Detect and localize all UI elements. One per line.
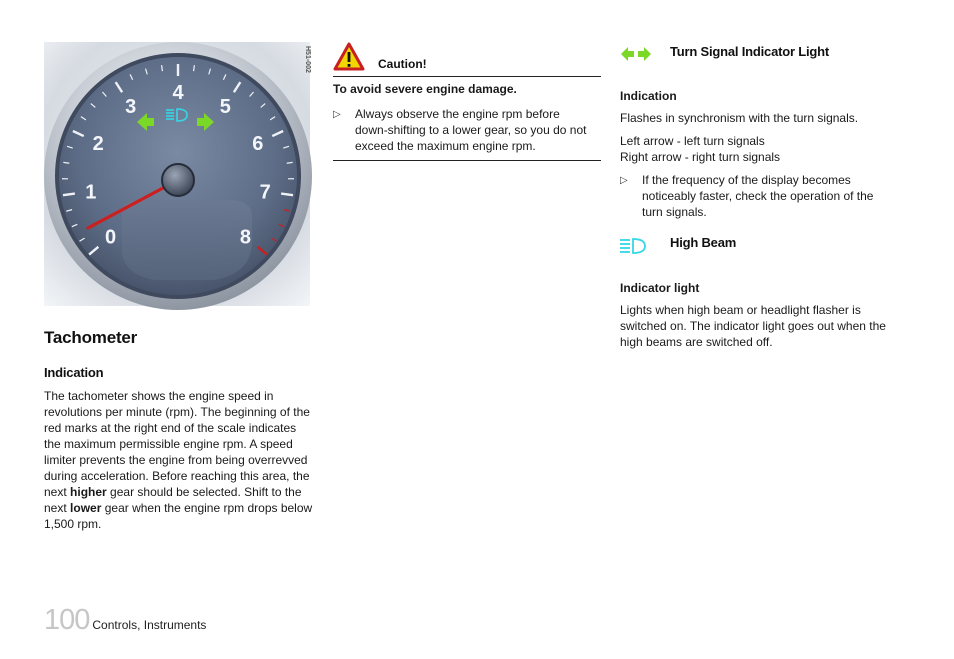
gauge-label-5: 5 bbox=[219, 95, 231, 118]
turn-signal-right-line: Right arrow - right turn signals bbox=[620, 150, 781, 164]
caution-label: Caution! bbox=[378, 57, 427, 71]
warning-triangle-icon bbox=[333, 42, 365, 72]
tachometer-figure bbox=[44, 42, 310, 306]
turn-signal-description: Flashes in synchronism with the turn signals. bbox=[620, 111, 859, 125]
turn-signal-bullet-text: If the frequency of the display becomes noticeably faster, check the operation of the turn signals. bbox=[642, 173, 874, 219]
footer-section-title: Controls, Instruments bbox=[92, 618, 207, 632]
tachometer-description bbox=[44, 388, 316, 532]
turn-signal-title: Turn Signal Indicator Light bbox=[670, 44, 830, 59]
gauge-tick bbox=[194, 65, 195, 71]
turn-signal-arrows-icon bbox=[620, 46, 652, 62]
caution-bottom-rule bbox=[333, 160, 601, 161]
section-title-tachometer: Tachometer bbox=[44, 328, 138, 347]
gauge-tick bbox=[281, 194, 293, 196]
gauge-label-8: 8 bbox=[239, 226, 251, 249]
turn-signal-indication-heading: Indication bbox=[620, 89, 677, 103]
high-beam-title: High Beam bbox=[670, 235, 737, 250]
description-part-3: gear when the engine rpm drops below 1,500 rpm. bbox=[44, 501, 313, 531]
gauge-label-3: 3 bbox=[125, 95, 137, 118]
gauge-label-0: 0 bbox=[105, 226, 117, 249]
caution-warning-text: To avoid severe engine damage. bbox=[333, 82, 517, 96]
description-part-1: The tachometer shows the engine speed in revolutions per minute (rpm). The beginning of the red marks at the right end of the scale indicates the maximum permissible engine rpm. A speed limiter prevents the engine from being overrevved during acceleration. Before reaching this area, the next bbox=[44, 389, 310, 499]
subheading-indication: Indication bbox=[44, 365, 104, 380]
turn-signal-left-line: Left arrow - left turn signals bbox=[620, 134, 765, 148]
description-part-2: gear should be selected. Shift to the next bbox=[44, 485, 302, 515]
high-beam-description: Lights when high beam or headlight flasher is switched on. The indicator light goes out when the high beams are switched off. bbox=[620, 303, 886, 349]
gauge-label-4: 4 bbox=[172, 82, 184, 104]
gauge-display-window bbox=[122, 200, 252, 280]
high-beam-icon bbox=[619, 237, 647, 255]
needle-hub bbox=[162, 164, 194, 196]
page-number: 100 bbox=[44, 604, 90, 636]
gauge-label-7: 7 bbox=[259, 181, 271, 204]
emphasis-lower: lower bbox=[70, 501, 102, 515]
gauge-label-6: 6 bbox=[252, 132, 264, 155]
bullet-arrow-icon: ▷ bbox=[620, 175, 628, 186]
high-beam-heading: Indicator light bbox=[620, 281, 700, 295]
gauge-label-1: 1 bbox=[85, 181, 97, 204]
emphasis-higher: higher bbox=[70, 485, 107, 499]
page-footer bbox=[44, 604, 206, 636]
gauge-label-2: 2 bbox=[92, 132, 104, 155]
tachometer-illustration bbox=[44, 42, 310, 306]
caution-bullet bbox=[333, 106, 591, 154]
figure-code: H51-002 bbox=[304, 46, 311, 73]
turn-signal-bullet bbox=[620, 172, 888, 220]
gauge-tick bbox=[162, 65, 163, 71]
caution-bullet-text: Always observe the engine rpm before down-shifting to a lower gear, so you do not exceed the maximum engine rpm. bbox=[355, 107, 587, 153]
bullet-arrow-icon: ▷ bbox=[333, 109, 341, 120]
gauge-tick bbox=[63, 194, 75, 196]
caution-top-rule bbox=[333, 76, 601, 77]
